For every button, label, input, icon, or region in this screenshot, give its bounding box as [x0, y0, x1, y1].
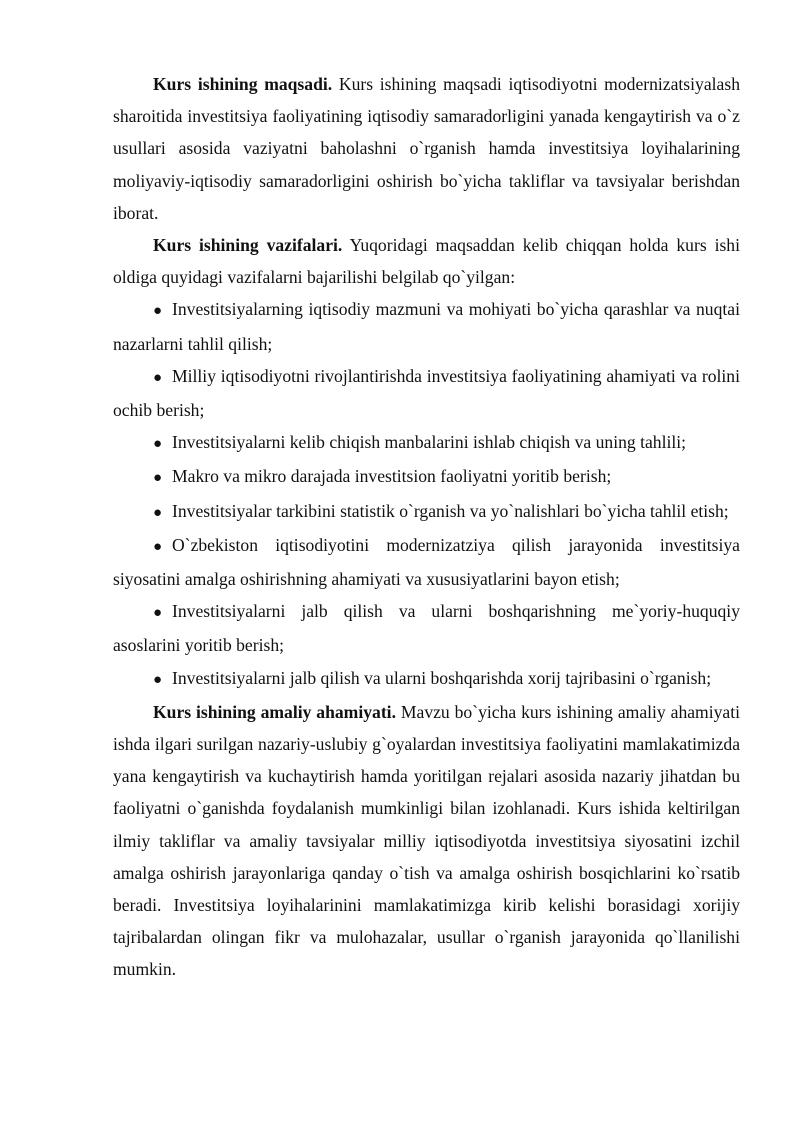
tasks-heading: Kurs ishining vazifalari.	[153, 235, 343, 256]
significance-paragraph	[113, 696, 740, 986]
task-item-text: Investitsiyalarning iqtisodiy mazmuni va mohiyati bo`yicha qarashlar va nuqtai nazarlarni tahlil qilish;	[113, 299, 740, 354]
task-item	[113, 662, 740, 696]
task-item-text: Investitsiyalarni jalb qilish va ularni boshqarishda xorij tajribasini o`rganish;	[172, 667, 712, 688]
purpose-text: Kurs ishining maqsadi iqtisodiyotni modernizatsiyalash sharoitida investitsiya faoliyatining iqtisodiy samaradorligini yanada kengaytirish va o`z usullari asosida vaziyatni baholashni o`rganish hamda investitsiya loyihalarining moliyaviy-iqtisodiy samaradorligini oshirish bo`yicha takliflar va tavsiyalar berishdan iborat.	[113, 74, 740, 223]
significance-heading: Kurs ishining amaliy ahamiyati.	[153, 701, 396, 722]
bullet-icon: ●	[153, 671, 163, 688]
task-item-text: Investitsiyalar tarkibini statistik o`rganish va yo`nalishlari bo`yicha tahlil etish;	[172, 500, 729, 521]
task-item	[113, 529, 740, 595]
task-item	[113, 460, 740, 494]
bullet-icon: ●	[153, 605, 163, 622]
task-item-text: Milliy iqtisodiyotni rivojlantirishda investitsiya faoliyatining ahamiyati va rolini ochib berish;	[113, 365, 740, 421]
significance-text: Mavzu bo`yicha kurs ishining amaliy ahamiyati ishda ilgari surilgan nazariy-uslubiy g`oyalardan investitsiya faoliyatini mamlakatimizda yana kengaytirish va kuchaytirish hamda yoritilgan rejalari asosida nazariy jihatdan bu faoliyatni o`ganishda foydalanish mumkinligi bilan izohlanadi. Kurs ishida keltirilgan ilmiy takliflar va amaliy tavsiyalar milliy iqtisodiyotda investitsiya siyosatini izchil amalga oshirish jarayonlariga qanday o`tish va amalga oshirish bosqichlarini ko`rsatib beradi. Investitsiya loyihalarinini mamlakatimizga kirib kelishi borasidagi xorijiy tajribalardan olingan fikr va mulohazalar, usullar o`rganish jarayonida qo`llanilishi mumkin.	[113, 701, 741, 980]
task-item-text: Investitsiyalarni jalb qilish va ularni boshqarishning me`yoriy-huquqiy asoslarini yoritib berish;	[113, 601, 740, 656]
bullet-icon: ●	[153, 504, 163, 521]
bullet-icon: ●	[153, 369, 163, 386]
bullet-icon: ●	[153, 470, 163, 487]
bullet-icon: ●	[153, 303, 163, 320]
bullet-icon: ●	[153, 538, 163, 555]
task-item	[113, 426, 740, 460]
tasks-text: Yuqoridagi maqsaddan kelib chiqqan holda kurs ishi oldiga quyidagi vazifalarni bajarilishi belgilab qo`yilgan:	[113, 235, 740, 288]
task-item-text: Investitsiyalarni kelib chiqish manbalarini ishlab chiqish va uning tahlili;	[172, 432, 687, 453]
purpose-paragraph	[113, 68, 740, 229]
tasks-paragraph	[113, 229, 740, 293]
task-item	[113, 293, 740, 359]
bullet-icon: ●	[153, 436, 163, 453]
task-item	[113, 495, 740, 529]
task-item-text: O`zbekiston iqtisodiyotini modernizatziya qilish jarayonida investitsiya siyosatini amalga oshirishning ahamiyati va xususiyatlarini bayon etish;	[113, 534, 740, 590]
task-item-text: Makro va mikro darajada investitsion faoliyatni yoritib berish;	[172, 466, 612, 487]
task-item	[113, 360, 740, 426]
task-item	[113, 595, 740, 661]
purpose-heading: Kurs ishining maqsadi.	[153, 74, 333, 94]
